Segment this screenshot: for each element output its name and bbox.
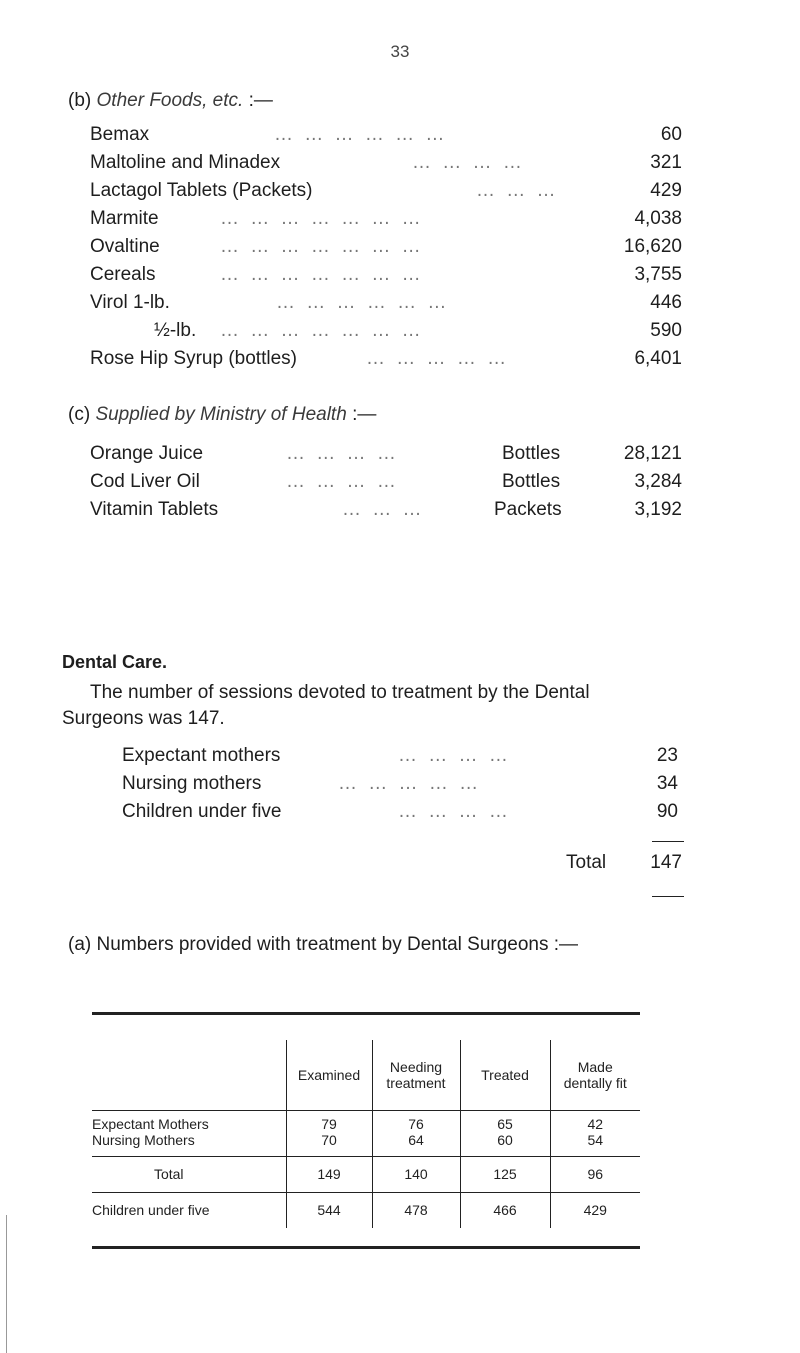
session-label: Nursing mothers — [122, 773, 262, 794]
table-top-rule — [92, 1012, 640, 1015]
leader-dots: … … … … … … … — [220, 236, 424, 257]
header-needing-treatment: Needing treatment — [372, 1040, 460, 1110]
dental-paragraph-line2: Surgeons was 147. — [62, 708, 225, 729]
leader-dots: … … … … … … … — [220, 208, 424, 229]
leader-dots: … … … … — [286, 471, 399, 492]
food-value: 3,755 — [634, 264, 682, 285]
page-number: 33 — [390, 42, 410, 61]
total-row — [500, 850, 682, 876]
section-b-title: Other Foods, etc. — [96, 90, 244, 111]
food-label: Lactagol Tablets (Packets) — [90, 180, 313, 201]
leader-dots: … … … — [342, 499, 425, 520]
food-label: Virol 1-lb. — [90, 292, 170, 313]
cell-made-dentally-fit: 54 — [550, 1132, 640, 1156]
leader-dots: … … … … … … — [274, 124, 448, 145]
supply-unit: Packets — [494, 499, 562, 520]
section-b-letter: (b) — [68, 90, 92, 111]
supply-value: 3,192 — [634, 499, 682, 520]
row-label: Total — [92, 1156, 286, 1192]
header-blank — [92, 1040, 286, 1110]
section-c-heading — [68, 404, 376, 426]
leader-dots: … … … … — [398, 801, 511, 822]
food-row — [90, 178, 682, 204]
food-row — [90, 318, 682, 344]
cell-examined: 149 — [286, 1156, 372, 1192]
cell-needing-treatment: 64 — [372, 1132, 460, 1156]
food-value: 16,620 — [623, 236, 682, 257]
row-label: Nursing Mothers — [92, 1132, 286, 1156]
food-label: Bemax — [90, 124, 150, 145]
header-made-dentally-fit: Made dentally fit — [550, 1040, 640, 1110]
food-row — [90, 122, 682, 148]
total-value: 147 — [650, 852, 682, 873]
table-header-row — [92, 1040, 640, 1110]
session-row — [122, 799, 682, 825]
cell-needing-treatment: 140 — [372, 1156, 460, 1192]
food-label: Ovaltine — [90, 236, 160, 257]
food-row — [90, 290, 682, 316]
total-rule-top — [652, 841, 684, 842]
section-c-title: Supplied by Ministry of Health — [95, 404, 347, 425]
cell-made-dentally-fit: 96 — [550, 1156, 640, 1192]
food-label: Marmite — [90, 208, 159, 229]
table-row — [92, 1110, 640, 1132]
leader-dots: … … … — [476, 180, 559, 201]
section-c-letter: (c) — [68, 404, 91, 425]
header-examined: Examined — [286, 1040, 372, 1110]
session-label: Expectant mothers — [122, 745, 281, 766]
food-row — [90, 262, 682, 288]
leader-dots: … … … … … … — [276, 292, 450, 313]
section-b-suffix: :— — [248, 90, 273, 111]
section-b-heading — [68, 90, 273, 112]
session-value: 34 — [656, 773, 678, 794]
supply-value: 28,121 — [623, 443, 682, 464]
food-label: Cereals — [90, 264, 156, 285]
food-value: 590 — [650, 320, 682, 341]
leader-dots: … … … … … — [338, 773, 482, 794]
row-label: Expectant Mothers — [92, 1116, 209, 1132]
food-value: 4,038 — [634, 208, 682, 229]
food-value: 6,401 — [634, 348, 682, 369]
table-row — [92, 1132, 640, 1156]
row-label: Children under five — [92, 1202, 210, 1219]
food-value: 321 — [650, 152, 682, 173]
cell-needing-treatment: 478 — [372, 1192, 460, 1228]
supply-row — [90, 469, 682, 495]
cell-made-dentally-fit: 429 — [550, 1192, 640, 1228]
supply-label: Orange Juice — [90, 443, 204, 464]
leader-dots: … … … … … … … — [220, 320, 424, 341]
leader-dots: … … … … — [398, 745, 511, 766]
supply-row — [90, 441, 682, 467]
table-bottom-rule — [92, 1246, 640, 1249]
page-edge-line — [6, 1215, 7, 1353]
supply-row — [90, 497, 682, 523]
session-label: Children under five — [122, 801, 282, 822]
cell-examined: 544 — [286, 1192, 372, 1228]
cell-treated: 60 — [460, 1132, 550, 1156]
leader-dots: … … … … — [286, 443, 399, 464]
cell-examined: 79 — [286, 1110, 372, 1132]
supply-unit: Bottles — [502, 471, 561, 492]
food-row — [90, 234, 682, 260]
supply-unit: Bottles — [502, 443, 561, 464]
table-row-total — [92, 1156, 640, 1192]
food-row — [90, 150, 682, 176]
session-row — [122, 743, 682, 769]
food-row — [90, 346, 682, 372]
cell-treated: 466 — [460, 1192, 550, 1228]
session-row — [122, 771, 682, 797]
section-c-suffix: :— — [352, 404, 377, 425]
supply-label: Cod Liver Oil — [90, 471, 200, 492]
cell-examined: 70 — [286, 1132, 372, 1156]
leader-dots: … … … … … … … — [220, 264, 424, 285]
leader-dots: … … … … … — [366, 348, 510, 369]
food-value: 60 — [660, 124, 682, 145]
supply-label: Vitamin Tablets — [90, 499, 219, 520]
dental-treatment-table — [92, 1040, 640, 1228]
food-value: 429 — [650, 180, 682, 201]
food-label: Rose Hip Syrup (bottles) — [90, 348, 297, 369]
food-value: 446 — [650, 292, 682, 313]
cell-treated: 125 — [460, 1156, 550, 1192]
cell-needing-treatment: 76 — [372, 1110, 460, 1132]
session-value: 23 — [656, 745, 678, 766]
food-label: ½-lb. — [154, 320, 197, 341]
supply-value: 3,284 — [634, 471, 682, 492]
table-row — [92, 1192, 640, 1228]
session-value: 90 — [656, 801, 678, 822]
total-rule-bottom — [652, 896, 684, 897]
leader-dots: … … … … — [412, 152, 525, 173]
dental-care-title: Dental Care. — [62, 652, 168, 672]
dental-sub-heading: (a) Numbers provided with treatment by Dental Surgeons :— — [68, 934, 579, 955]
dental-paragraph-line1: The number of sessions devoted to treatment by the Dental — [90, 682, 590, 703]
total-label: Total — [566, 852, 607, 873]
cell-made-dentally-fit: 42 — [550, 1110, 640, 1132]
food-row — [90, 206, 682, 232]
food-label: Maltoline and Minadex — [90, 152, 281, 173]
cell-treated: 65 — [460, 1110, 550, 1132]
header-treated: Treated — [460, 1040, 550, 1110]
